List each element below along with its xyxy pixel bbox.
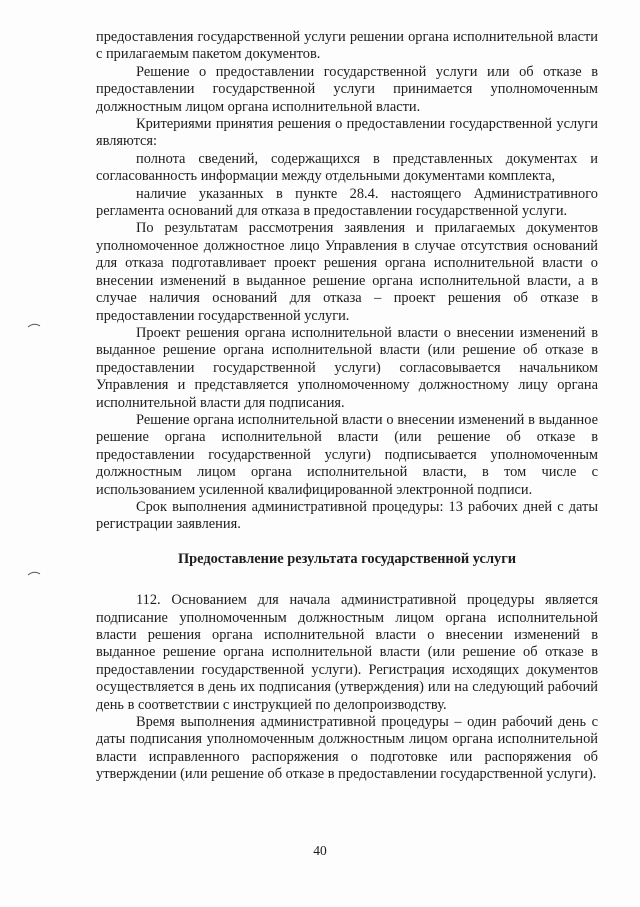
page-number: 40 [313,843,327,858]
paragraph: Критериями принятия решения о предоставлении государственной услуги являются: [96,116,598,150]
paragraph: Решение органа исполнительной власти о внесении изменений в выданное решение органа исполнительной власти (или решение об отказе в предоставлении государственной услуги) подписывается уполномоченным должностным лицом органа исполнительной власти, в том числе с использованием усиленной квалифицированной электронной подписи. [96,411,598,498]
binding-hole-mark-top [27,322,41,328]
paragraph: Срок выполнения административной процедуры: 13 рабочих дней с даты регистрации заявления. [96,498,598,533]
paragraph: Проект решения органа исполнительной власти о внесении изменений в выданное решение органа исполнительной власти (или решение об отказе в предоставлении государственной услуги) согласовывается начальником Управления и представляется уполномоченному должностному лицу органа исполнительной власти для подписания. [96,324,598,411]
paragraph: Решение о предоставлении государственной услуги или об отказе в предоставлении государственной услуги принимается уполномоченным должностным лицом органа исполнительной власти. [96,63,598,115]
paragraph: Время выполнения административной процедуры – один рабочий день с даты подписания уполномоченным должностным лицом органа исполнительной власти исправленного распоряжения о подготовке или распоряжения об утверждении (или решение об отказе в предоставлении государственной услуги). [96,714,598,783]
paragraph: По результатам рассмотрения заявления и прилагаемых документов уполномоченное должностное лицо Управления в случае отсутствия оснований для отказа подготавливает проект решения органа исполнительной власти о внесении изменений в выданное решение органа исполнительной власти, а в случае наличия оснований для отказа – проект решения об отказе в предоставлении государственной услуги. [96,220,598,324]
paragraph: полнота сведений, содержащихся в представленных документах и согласованность информации между отдельными документами комплекта, [96,150,598,185]
paragraph: 112. Основанием для начала административной процедуры является подписание уполномоченным должностным лицом органа исполнительной власти решения органа исполнительной власти о внесении изменений в выданное решение органа исполнительной власти (или решение об отказе в предоставлении государственной услуги). Регистрация исходящих документов осуществляется в день их подписания (утверждения) или на следующий рабочий день в соответствии с инструкцией по делопроизводству. [96,592,598,713]
document-body [96,29,598,784]
paragraph: наличие указанных в пункте 28.4. настоящего Административного регламента оснований для отказа в предоставлении государственной услуги. [96,185,598,220]
section-heading: Предоставление результата государственной услуги [177,550,517,567]
paragraph: предоставления государственной услуги решении органа исполнительной власти с прилагаемым пакетом документов. [96,29,598,63]
binding-hole-mark-bottom [27,570,41,576]
